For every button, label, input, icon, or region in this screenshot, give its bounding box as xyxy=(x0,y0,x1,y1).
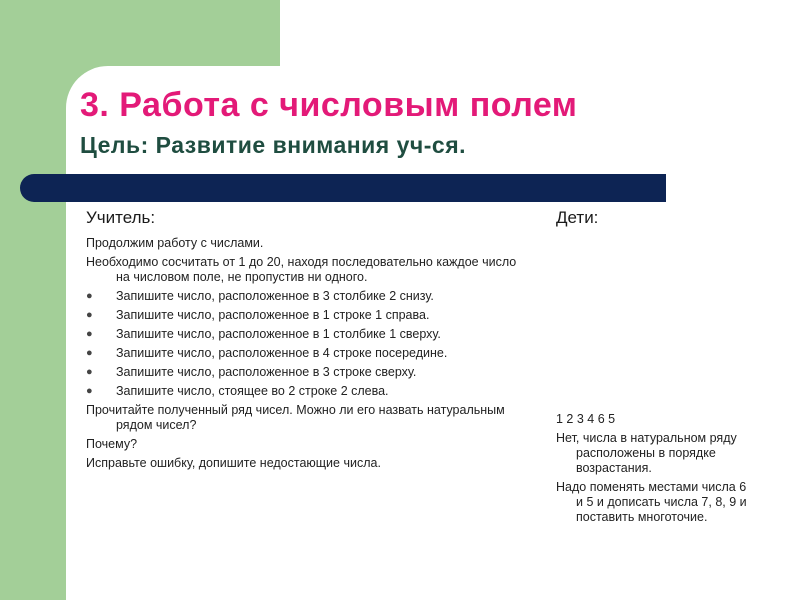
slide-title: 3. Работа с числовым полем xyxy=(80,86,578,124)
teacher-outro-3: Исправьте ошибку, допишите недостающие числа. xyxy=(86,456,381,470)
teacher-item-text: Запишите число, расположенное в 3 строке сверху. xyxy=(116,365,417,379)
teacher-item-1 xyxy=(86,289,526,304)
bullet-icon: ● xyxy=(86,290,93,302)
teacher-item-5 xyxy=(86,365,526,380)
teacher-item-text: Запишите число, расположенное в 1 строке 1 справа. xyxy=(116,308,430,322)
teacher-intro-1: Продолжим работу с числами. xyxy=(86,236,264,250)
bullet-icon: ● xyxy=(86,366,93,378)
bullet-icon: ● xyxy=(86,309,93,321)
children-answer-3: Надо поменять местами числа 6 и 5 и дописать числа 7, 8, 9 и поставить многоточие. xyxy=(556,480,747,524)
teacher-item-6 xyxy=(86,384,526,399)
teacher-item-text: Запишите число, расположенное в 4 строке посередине. xyxy=(116,346,448,360)
teacher-column xyxy=(86,208,526,475)
teacher-item-3 xyxy=(86,327,526,342)
teacher-item-text: Запишите число, стоящее во 2 строке 2 слева. xyxy=(116,384,389,398)
children-heading: Дети: xyxy=(556,208,599,227)
teacher-heading: Учитель: xyxy=(86,208,156,227)
bullet-icon: ● xyxy=(86,385,93,397)
teacher-outro-1: Прочитайте полученный ряд чисел. Можно ли его назвать натуральным рядом чисел? xyxy=(86,403,505,432)
teacher-outro-2: Почему? xyxy=(86,437,138,451)
children-answer-2: Нет, числа в натуральном ряду расположены в порядке возрастания. xyxy=(556,431,737,475)
teacher-intro-2: Необходимо сосчитать от 1 до 20, находя последовательно каждое число на числовом поле, не пропустив ни одного. xyxy=(86,255,517,284)
teacher-item-4 xyxy=(86,346,526,361)
teacher-item-text: Запишите число, расположенное в 1 столбике 1 сверху. xyxy=(116,327,441,341)
slide-subtitle: Цель: Развитие внимания уч-ся. xyxy=(80,132,466,158)
teacher-item-2 xyxy=(86,308,526,323)
decor-green-strip xyxy=(0,0,66,600)
bullet-icon: ● xyxy=(86,347,93,359)
teacher-item-text: Запишите число, расположенное в 3 столбике 2 снизу. xyxy=(116,289,434,303)
divider-bar xyxy=(20,174,666,202)
children-answer-1: 1 2 3 4 6 5 xyxy=(556,412,616,426)
children-column xyxy=(556,208,756,529)
children-spacer xyxy=(556,236,756,412)
bullet-icon: ● xyxy=(86,328,93,340)
